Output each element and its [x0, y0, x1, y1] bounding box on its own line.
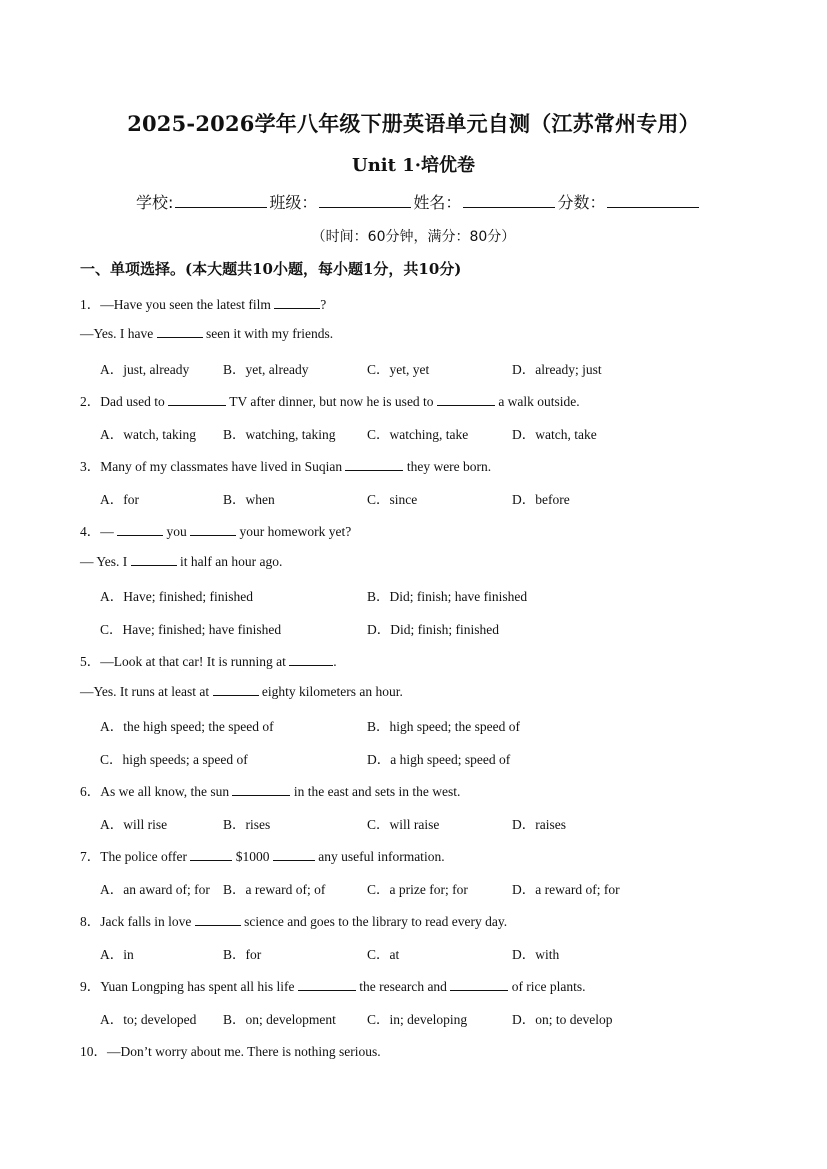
school-label: 学校: [136, 193, 174, 212]
class-blank[interactable] [319, 192, 411, 208]
question-7-stem: 7．The police offer $1000 any useful information. [80, 849, 445, 864]
q5-option-a[interactable]: A．the high speed; the speed of [100, 719, 274, 734]
q8-option-a[interactable]: A．in [100, 947, 134, 962]
answer-blank [117, 523, 163, 536]
answer-blank [131, 553, 177, 566]
q8-option-b[interactable]: B．for [223, 947, 262, 962]
q6-option-d[interactable]: D．raises [512, 817, 566, 832]
q2-option-b[interactable]: B．watching, taking [223, 427, 336, 442]
q4-option-d[interactable]: D．Did; finish; finished [367, 622, 499, 637]
q7-option-c[interactable]: C．a prize for; for [367, 882, 468, 897]
q5-option-d[interactable]: D．a high speed; speed of [367, 752, 511, 767]
question-2-stem: 2．Dad used to TV after dinner, but now he is used to a walk outside. [80, 394, 580, 409]
q1-option-c[interactable]: C．yet, yet [367, 362, 430, 377]
q2-option-c[interactable]: C．watching, take [367, 427, 469, 442]
answer-blank [298, 978, 356, 991]
name-label: 姓名： [413, 193, 462, 212]
q6-option-c[interactable]: C．will raise [367, 817, 440, 832]
page-title: 2025-2026学年八年级下册英语单元自测（江苏常州专用） [127, 111, 700, 136]
answer-blank [273, 848, 315, 861]
q6-option-a[interactable]: A．will rise [100, 817, 168, 832]
q3-option-c[interactable]: C．since [367, 492, 418, 507]
question-1-reply: —Yes. I have seen it with my friends. [80, 326, 334, 341]
page-subtitle: Unit 1·培优卷 [352, 155, 475, 176]
q4-option-a[interactable]: A．Have; finished; finished [100, 589, 253, 604]
answer-blank [345, 458, 403, 471]
question-1-stem: 1．—Have you seen the latest film ? [80, 297, 327, 312]
answer-blank [289, 653, 333, 666]
q4-option-b[interactable]: B．Did; finish; have finished [367, 589, 528, 604]
class-label: 班级： [269, 193, 318, 212]
answer-blank [213, 683, 259, 696]
question-9-stem: 9．Yuan Longping has spent all his life the research and of rice plants. [80, 979, 586, 994]
student-info-row [136, 190, 701, 213]
answer-blank [232, 783, 290, 796]
q9-option-a[interactable]: A．to; developed [100, 1012, 197, 1027]
school-blank[interactable] [175, 192, 267, 208]
q8-option-c[interactable]: C．at [367, 947, 400, 962]
q3-option-a[interactable]: A．for [100, 492, 139, 507]
question-3-stem: 3．Many of my classmates have lived in Suqian they were born. [80, 459, 492, 474]
time-note: （时间：60分钟，满分：80分） [311, 229, 516, 245]
answer-blank [274, 296, 320, 309]
q8-option-d[interactable]: D．with [512, 947, 560, 962]
answer-blank [190, 848, 232, 861]
q9-option-c[interactable]: C．in; developing [367, 1012, 468, 1027]
q2-option-d[interactable]: D．watch, take [512, 427, 597, 442]
name-blank[interactable] [463, 192, 555, 208]
q7-option-a[interactable]: A．an award of; for [100, 882, 210, 897]
q4-option-c[interactable]: C．Have; finished; have finished [100, 622, 282, 637]
q6-option-b[interactable]: B．rises [223, 817, 271, 832]
q5-option-b[interactable]: B．high speed; the speed of [367, 719, 520, 734]
question-4-reply: — Yes. I it half an hour ago. [80, 554, 283, 569]
answer-blank [195, 913, 241, 926]
q7-option-b[interactable]: B．a reward of; of [223, 882, 326, 897]
q7-option-d[interactable]: D．a reward of; for [512, 882, 620, 897]
score-label: 分数： [557, 193, 606, 212]
q3-option-b[interactable]: B．when [223, 492, 275, 507]
q2-option-a[interactable]: A．watch, taking [100, 427, 196, 442]
section-heading: 一、单项选择。(本大题共10小题，每小题1分，共10分) [80, 260, 462, 278]
q1-option-a[interactable]: A．just, already [100, 362, 190, 377]
question-10-stem: 10．—Don’t worry about me. There is nothing serious. [80, 1044, 381, 1059]
answer-blank [190, 523, 236, 536]
q5-option-c[interactable]: C．high speeds; a speed of [100, 752, 248, 767]
q9-option-b[interactable]: B．on; development [223, 1012, 336, 1027]
question-6-stem: 6．As we all know, the sun in the east and sets in the west. [80, 784, 461, 799]
q9-option-d[interactable]: D．on; to develop [512, 1012, 613, 1027]
question-4-stem: 4．— you your homework yet? [80, 524, 352, 539]
question-8-stem: 8．Jack falls in love science and goes to the library to read every day. [80, 914, 508, 929]
question-5-stem: 5．—Look at that car! It is running at . [80, 654, 337, 669]
answer-blank [450, 978, 508, 991]
score-blank[interactable] [607, 192, 699, 208]
q3-option-d[interactable]: D．before [512, 492, 570, 507]
q1-option-d[interactable]: D．already; just [512, 362, 602, 377]
answer-blank [437, 393, 495, 406]
q1-option-b[interactable]: B．yet, already [223, 362, 309, 377]
question-5-reply: —Yes. It runs at least at eighty kilometers an hour. [80, 684, 403, 699]
answer-blank [157, 325, 203, 338]
answer-blank [168, 393, 226, 406]
